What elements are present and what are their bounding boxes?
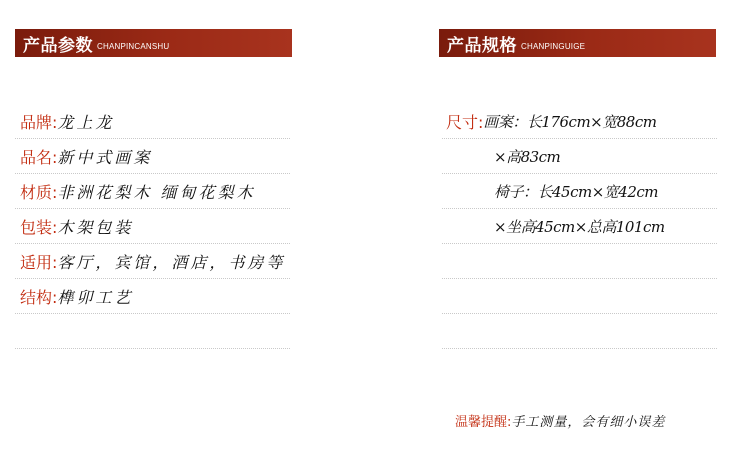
- spec-row-empty-3: [442, 314, 717, 349]
- product-params-title: 产品参数: [23, 35, 93, 56]
- spec-line-1: 画案：长176cm×宽88cm: [483, 112, 657, 131]
- note-text: 手工测量，会有细小误差: [511, 415, 666, 430]
- product-specs-header: [439, 29, 716, 57]
- param-row-empty: [15, 314, 290, 349]
- spec-row-1: [442, 104, 717, 139]
- spec-row-2: [442, 139, 717, 174]
- spec-row-empty-2: [442, 279, 717, 314]
- param-row-name: [15, 139, 290, 174]
- param-row-usage: [15, 244, 290, 279]
- spec-line-4: ×坐高45cm×总高101cm: [494, 217, 665, 236]
- param-label-usage: 适用:: [20, 252, 58, 272]
- param-value-name: 新中式画案: [57, 147, 153, 167]
- note-label: 温馨提醒:: [455, 415, 512, 430]
- product-specs-subtitle: CHANPINGUIGE: [521, 42, 586, 51]
- param-row-packaging: [15, 209, 290, 244]
- param-label-material: 材质:: [20, 182, 58, 202]
- param-value-material: 非洲花梨木 缅甸花梨木: [57, 182, 256, 202]
- param-row-material: [15, 174, 290, 209]
- param-value-packaging: 木架包装: [57, 217, 134, 237]
- param-row-brand: [15, 104, 290, 139]
- spec-label-size: 尺寸:: [446, 112, 484, 132]
- param-value-usage: 客厅，宾馆，酒店，书房等: [57, 252, 286, 272]
- product-params-header: [15, 29, 292, 57]
- param-label-packaging: 包装:: [20, 217, 58, 237]
- spec-line-2: ×高83cm: [494, 147, 561, 166]
- param-label-name: 品名:: [20, 147, 58, 167]
- param-row-structure: [15, 279, 290, 314]
- spec-row-3: [442, 174, 717, 209]
- param-value-structure: 榫卯工艺: [57, 287, 134, 307]
- measurement-note: [455, 411, 665, 430]
- product-specs-title: 产品规格: [447, 35, 517, 56]
- param-value-brand: 龙上龙: [57, 112, 115, 132]
- spec-row-empty-1: [442, 244, 717, 279]
- param-label-brand: 品牌:: [20, 112, 58, 132]
- spec-row-4: [442, 209, 717, 244]
- spec-line-3: 椅子：长45cm×宽42cm: [494, 182, 658, 201]
- product-params-subtitle: CHANPINCANSHU: [97, 42, 170, 51]
- param-label-structure: 结构:: [20, 287, 58, 307]
